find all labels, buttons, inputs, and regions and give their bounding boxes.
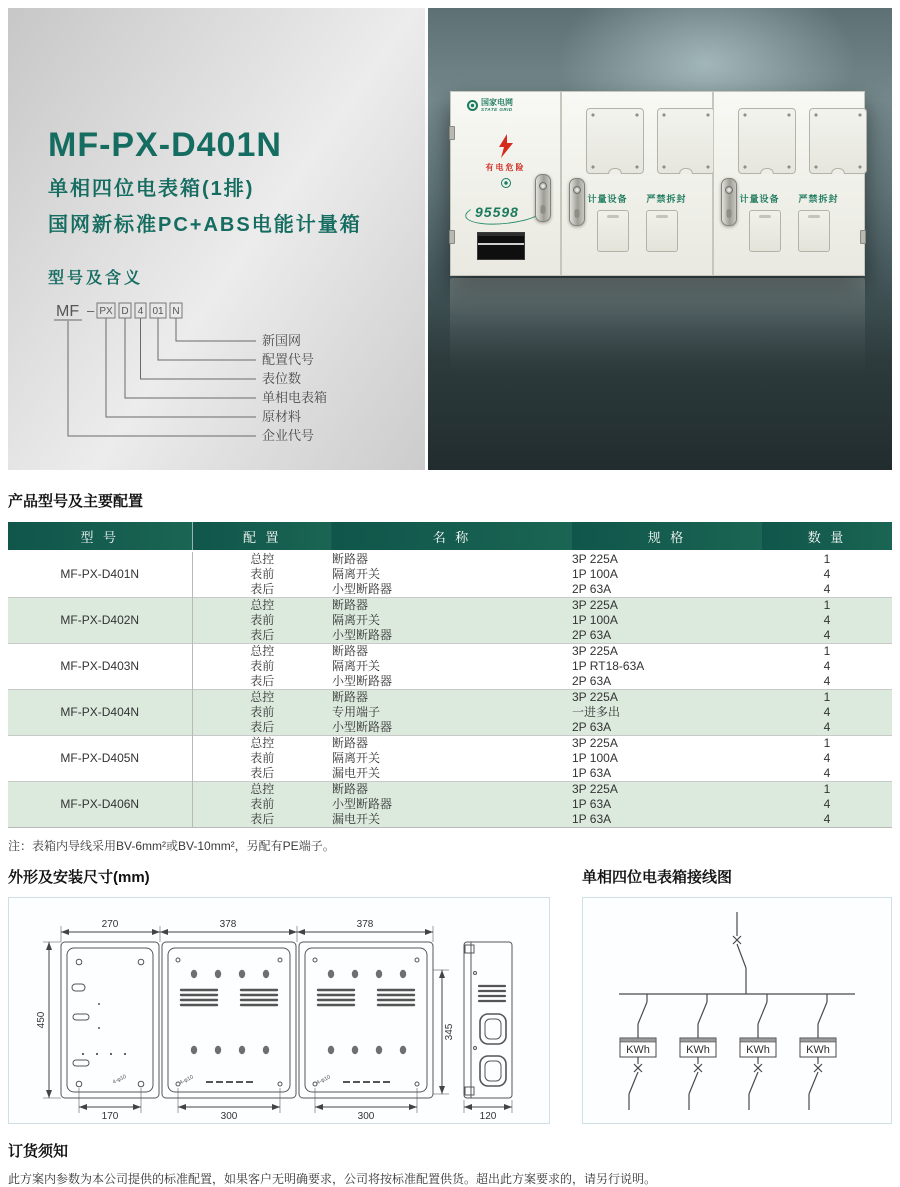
qty-cell: 4 <box>823 613 831 627</box>
spec-cell: 1P 63A <box>572 797 612 811</box>
config-cell: 总控 <box>250 736 275 750</box>
name-cell: 断路器 <box>332 644 369 658</box>
meterbox-meter-panel-1 <box>561 91 713 276</box>
wiring-svg <box>583 898 891 1123</box>
code-label-1: 配置代号 <box>262 352 315 367</box>
config-cell: 表后 <box>250 720 275 734</box>
meter-equipment-label: 计量设备 <box>739 194 780 204</box>
wiring-title: 单相四位电表箱接线图 <box>582 869 733 886</box>
code-label-5: 企业代号 <box>262 428 315 443</box>
name-cell: 断路器 <box>332 598 369 612</box>
model-meaning-title: 型号及含义 <box>48 270 144 287</box>
model-group <box>8 551 892 598</box>
meterbox-meter-panel-2 <box>713 91 865 276</box>
model-group <box>8 736 892 782</box>
meterbox-service-panel <box>450 91 561 276</box>
catalog-page <box>0 8 900 1186</box>
order-notice-title: 订货须知 <box>8 1143 69 1160</box>
model-cell: MF-PX-D404N <box>8 690 192 736</box>
dim-mount2: 300 <box>220 1111 238 1122</box>
subtitle-line1: 单相四位电表箱(1排) <box>48 178 255 200</box>
spec-cell: 1P 100A <box>572 751 618 765</box>
model-cell: MF-PX-D401N <box>8 551 192 598</box>
col-name: 名 称 <box>332 522 572 551</box>
dimension-drawing <box>8 897 550 1124</box>
model-group <box>8 598 892 644</box>
spec-cell: 1P 63A <box>572 812 612 826</box>
nameplate <box>477 232 525 260</box>
meter-window <box>738 108 796 174</box>
code-box-n: N <box>172 306 180 317</box>
order-notice-text: 此方案内参数为本公司提供的标准配置，如果客户无明确要求，公司将按标准配置供货。超出此方案要求的，请另行说明。 <box>8 1172 657 1186</box>
code-box-d: D <box>121 306 129 317</box>
meter-window <box>809 108 867 174</box>
qty-cell: 1 <box>823 644 831 658</box>
kwh-label: KWh <box>626 1044 650 1056</box>
hinge <box>449 230 455 244</box>
brand-name-en: STATE GRID <box>481 107 513 112</box>
qty-cell: 4 <box>823 797 831 811</box>
no-tamper-label: 严禁拆封 <box>646 194 687 204</box>
spec-cell: 3P 225A <box>572 782 618 796</box>
branch-circuits <box>629 994 827 1110</box>
config-cell: 表前 <box>250 613 275 627</box>
name-cell: 隔离开关 <box>332 613 381 627</box>
config-cell: 表前 <box>250 751 275 765</box>
name-cell: 漏电开关 <box>332 812 381 826</box>
col-model: 型 号 <box>8 522 192 551</box>
name-cell: 隔离开关 <box>332 659 381 673</box>
meter-equipment-label: 计量设备 <box>587 194 628 204</box>
dim-height: 450 <box>36 1011 47 1029</box>
config-cell: 表后 <box>250 674 275 688</box>
config-cell: 总控 <box>250 690 275 704</box>
state-grid-icon <box>467 100 478 111</box>
qty-cell: 4 <box>823 812 831 826</box>
model-cell: MF-PX-D406N <box>8 782 192 828</box>
table-row <box>8 782 892 798</box>
model-code-leaders <box>68 318 256 436</box>
table-row <box>8 690 892 706</box>
model-cell: MF-PX-D403N <box>8 644 192 690</box>
intro-panel <box>8 8 425 470</box>
breaker-door <box>749 210 781 252</box>
name-cell: 断路器 <box>332 552 369 566</box>
qty-cell: 1 <box>823 552 831 566</box>
spec-cell: 2P 63A <box>572 582 612 596</box>
front-view-meter-panel <box>162 942 296 1098</box>
code-box-px: PX <box>99 306 113 317</box>
wiring-diagram <box>582 897 892 1124</box>
spec-cell: 1P 63A <box>572 766 612 780</box>
danger-label: 有电危险 <box>485 163 526 172</box>
no-tamper-label: 严禁拆封 <box>798 194 839 204</box>
config-cell: 总控 <box>250 598 275 612</box>
table-note: 注：表箱内导线采用BV-6mm²或BV-10mm²，另配有PE端子。 <box>8 839 335 853</box>
qty-cell: 4 <box>823 659 831 673</box>
product-photo <box>428 8 892 470</box>
table-title: 产品型号及主要配置 <box>8 493 144 510</box>
qty-cell: 4 <box>823 705 831 719</box>
model-code-prefix: MF <box>56 303 80 320</box>
spec-cell: 1P 100A <box>572 613 618 627</box>
name-cell: 专用端子 <box>332 705 381 719</box>
side-view <box>464 942 512 1098</box>
code-label-3: 单相电表箱 <box>262 390 328 405</box>
spec-table-header <box>8 522 892 551</box>
name-cell: 小型断路器 <box>332 797 393 811</box>
qty-cell: 4 <box>823 582 831 596</box>
seal-dot-icon <box>501 178 511 188</box>
table-row <box>8 736 892 752</box>
spec-cell: 2P 63A <box>572 674 612 688</box>
meter-window <box>586 108 644 174</box>
qty-cell: 1 <box>823 736 831 750</box>
qty-cell: 4 <box>823 720 831 734</box>
subtitle-line2: 国网新标准PC+ABS电能计量箱 <box>48 214 362 236</box>
kwh-meters <box>620 1038 836 1057</box>
spec-cell: 3P 225A <box>572 736 618 750</box>
spec-cell: 3P 225A <box>572 690 618 704</box>
model-cell: MF-PX-D405N <box>8 736 192 782</box>
qty-cell: 1 <box>823 690 831 704</box>
floor-reflection <box>450 278 865 373</box>
name-cell: 小型断路器 <box>332 628 393 642</box>
hero-section <box>8 8 892 470</box>
config-cell: 总控 <box>250 644 275 658</box>
config-cell: 表后 <box>250 766 275 780</box>
code-label-4: 原材料 <box>262 409 302 424</box>
drawings-row <box>8 866 892 1124</box>
name-cell: 断路器 <box>332 736 369 750</box>
table-row <box>8 598 892 614</box>
dim-depth: 120 <box>479 1111 497 1122</box>
spec-cell: 3P 225A <box>572 644 618 658</box>
table-row <box>8 644 892 660</box>
config-cell: 总控 <box>250 782 275 796</box>
main-breaker <box>619 912 855 994</box>
qty-cell: 4 <box>823 674 831 688</box>
spec-cell: 3P 225A <box>572 598 618 612</box>
qty-cell: 1 <box>823 782 831 796</box>
breaker-door <box>646 210 678 252</box>
config-cell: 表前 <box>250 797 275 811</box>
spec-cell: 1P 100A <box>572 567 618 581</box>
model-code-diagram <box>48 300 348 455</box>
hole-note: 4-φ10 <box>111 1073 128 1086</box>
code-box-4: 4 <box>137 306 144 317</box>
breaker-door <box>798 210 830 252</box>
dim-mount3: 300 <box>357 1111 375 1122</box>
name-cell: 隔离开关 <box>332 751 381 765</box>
spec-cell: 1P RT18-63A <box>572 659 645 673</box>
qty-cell: 1 <box>823 598 831 612</box>
model-group <box>8 690 892 736</box>
config-cell: 表后 <box>250 582 275 596</box>
name-cell: 漏电开关 <box>332 766 381 780</box>
dim-width1: 270 <box>101 919 119 930</box>
dim-width2: 378 <box>219 919 237 930</box>
col-spec: 规 格 <box>572 522 762 551</box>
spec-cell: 3P 225A <box>572 552 618 566</box>
qty-cell: 4 <box>823 567 831 581</box>
spec-cell: 2P 63A <box>572 628 612 642</box>
kwh-label: KWh <box>686 1044 710 1056</box>
spec-cell: 一进多出 <box>572 705 621 719</box>
qty-cell: 4 <box>823 766 831 780</box>
model-code-dash: – <box>87 303 95 318</box>
name-cell: 小型断路器 <box>332 674 393 688</box>
code-box-01: 01 <box>152 306 164 317</box>
dim-inner-height: 345 <box>444 1023 455 1041</box>
meter-box <box>450 91 865 276</box>
wiring-section <box>582 866 892 1124</box>
name-cell: 小型断路器 <box>332 720 393 734</box>
name-cell: 隔离开关 <box>332 567 381 581</box>
col-qty: 数 量 <box>762 522 892 551</box>
config-cell: 表后 <box>250 628 275 642</box>
dim-width3: 378 <box>356 919 374 930</box>
dim-mount1: 170 <box>101 1111 119 1122</box>
page-title: MF-PX-D401N <box>48 126 282 164</box>
model-group <box>8 644 892 690</box>
spec-cell: 2P 63A <box>572 720 612 734</box>
door-lock-handle <box>535 174 551 222</box>
spec-table <box>8 522 892 828</box>
meter-windows <box>586 108 715 174</box>
code-label-0: 新国网 <box>262 333 302 348</box>
model-cell: MF-PX-D402N <box>8 598 192 644</box>
name-cell: 小型断路器 <box>332 582 393 596</box>
hotline-number: 95598 <box>475 204 519 220</box>
table-row <box>8 551 892 567</box>
model-group <box>8 782 892 828</box>
name-cell: 断路器 <box>332 690 369 704</box>
hole-note: 4-φ10 <box>178 1074 195 1087</box>
config-cell: 表后 <box>250 812 275 826</box>
state-grid-logo <box>467 99 513 113</box>
code-label-2: 表位数 <box>262 371 302 386</box>
kwh-label: KWh <box>746 1044 770 1056</box>
dimension-svg <box>9 898 549 1123</box>
dimension-section <box>8 866 550 1124</box>
col-config: 配 置 <box>192 522 332 551</box>
dimension-title: 外形及安装尺寸(mm) <box>8 869 150 886</box>
brand-name: 国家电网 <box>481 98 513 107</box>
kwh-label: KWh <box>806 1044 830 1056</box>
lightning-icon <box>498 134 514 158</box>
hinge <box>449 126 455 140</box>
qty-cell: 4 <box>823 751 831 765</box>
config-cell: 表前 <box>250 659 275 673</box>
config-cell: 表前 <box>250 705 275 719</box>
front-view-service-panel <box>61 942 159 1098</box>
breaker-door <box>597 210 629 252</box>
meter-window <box>657 108 715 174</box>
qty-cell: 4 <box>823 628 831 642</box>
config-cell: 总控 <box>250 552 275 566</box>
config-cell: 表前 <box>250 567 275 581</box>
name-cell: 断路器 <box>332 782 369 796</box>
